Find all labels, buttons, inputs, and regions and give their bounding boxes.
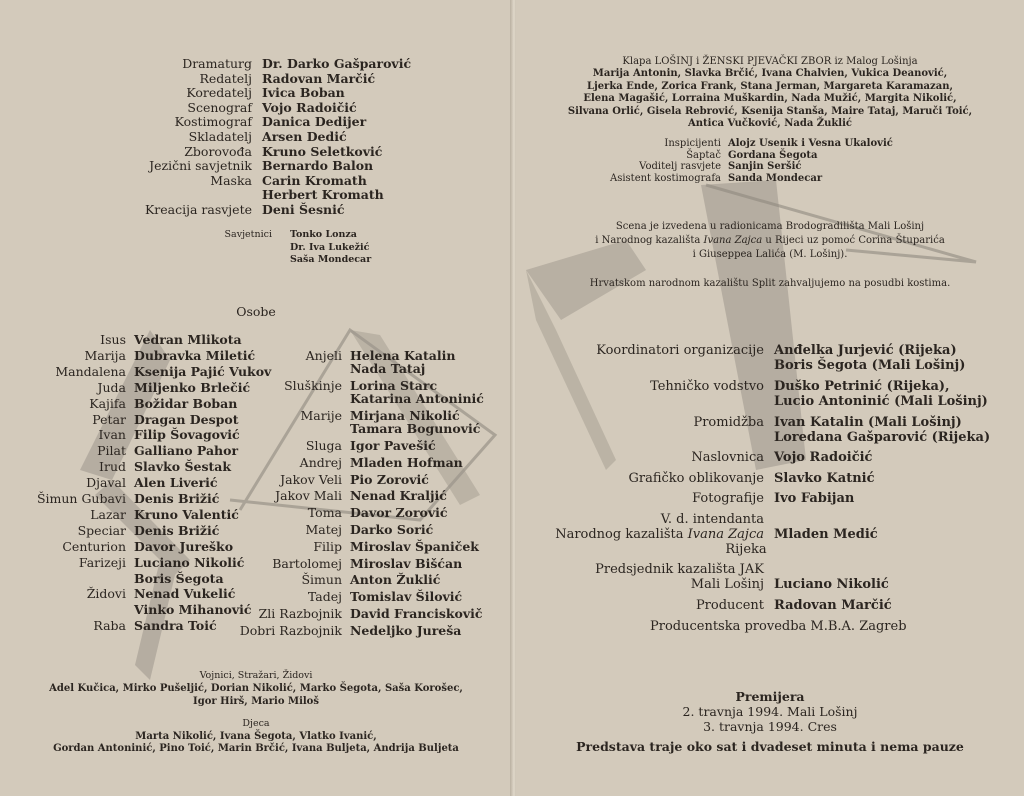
staff-name: Sanda Mondecar — [728, 172, 823, 184]
venue-text-b: u Rijeci uz pomoć Corina Štuparića — [762, 235, 945, 246]
person-name: Vojo Radoičić — [774, 450, 873, 466]
role-label: Redatelj — [199, 70, 252, 86]
person-name: Nenad Kraljić — [350, 488, 447, 504]
person-name: Deni Šesnić — [262, 202, 345, 217]
venue-line-1: Scena je izvedena u radionicama Brodogradilišta Mali Lošinj — [615, 221, 925, 232]
person-name: Alen Liverić — [134, 475, 218, 491]
role-label: Kostimograf — [174, 114, 252, 130]
person-name: Tamara Bogunović — [350, 421, 481, 437]
president-role-line-2: Mali Lošinj — [690, 577, 764, 592]
person-name: Ksenija Pajić Vukov — [134, 363, 272, 379]
person-name: Kruno Seletković — [262, 143, 383, 159]
person-name: Arsen Dedić — [262, 129, 347, 144]
intendant-name: Mladen Medić — [774, 527, 878, 542]
person-name: Filip Šovagović — [134, 427, 240, 443]
role-label: Farizeji — [78, 554, 126, 570]
role-label: Speciar — [77, 522, 126, 538]
person-name: Miroslav Španiček — [350, 538, 479, 554]
person-name: Dragan Despot — [134, 411, 239, 427]
role-label: Lazar — [90, 506, 126, 522]
person-name: Mladen Hofman — [350, 454, 463, 470]
person-name: Miroslav Bišćan — [350, 555, 463, 571]
person-name: Slavko Šestak — [134, 459, 232, 475]
role-label: Jezični savjetnik — [149, 158, 252, 174]
extras-label: Vojnici, Stražari, Židovi — [199, 670, 313, 681]
role-label: Zborovođa — [184, 143, 252, 159]
role-label: Židovi — [86, 586, 126, 602]
person-name: Anđelka Jurjević (Rijeka) — [774, 343, 957, 358]
person-name: Kruno Valentić — [134, 506, 239, 522]
role-label: Dobri Razbojnik — [239, 622, 342, 638]
children-line-1: Marta Nikolić, Ivana Šegota, Vlatko Ivanić, — [135, 731, 377, 742]
role-label: Irud — [99, 459, 126, 475]
role-label: Maska — [210, 172, 252, 188]
intendant-role-line-3: Rijeka — [725, 542, 767, 557]
person-name: Darko Sorić — [350, 522, 434, 537]
person-name: Boris Šegota (Mali Lošinj) — [774, 358, 966, 374]
role-label: Sluškinje — [284, 378, 342, 393]
role-label: Koordinatori organizacije — [596, 343, 764, 358]
person-name: Anton Žuklić — [350, 572, 441, 588]
person-name: Davor Jureško — [134, 538, 234, 554]
person-name: Duško Petrinić (Rijeka), — [774, 378, 950, 394]
role-label: Koredatelj — [186, 85, 252, 101]
person-name: Igor Pavešić — [350, 438, 436, 453]
person-name: Vojo Radoičić — [262, 99, 357, 115]
person-name: Ivica Boban — [262, 85, 345, 101]
person-name: Miljenko Brlečić — [134, 379, 251, 395]
person-name: Herbert Kromath — [262, 187, 384, 203]
intendant-text: Narodnog kazališta — [555, 527, 688, 542]
choir-line: Antica Vučković, Nada Žuklić — [688, 118, 852, 129]
role-label: Centurion — [62, 538, 126, 554]
role-label: Promidžba — [693, 414, 764, 430]
role-label: Mandalena — [55, 363, 126, 379]
premiere-date-2: 3. travnja 1994. Cres — [703, 719, 837, 734]
person-name: Galliano Pahor — [134, 443, 239, 459]
person-name: Carin Kromath — [262, 172, 367, 188]
role-label: Fotografije — [692, 491, 764, 507]
venue-text-a: i Narodnog kazališta — [595, 235, 704, 246]
person-name: Mirjana Nikolić — [350, 408, 460, 423]
staff-name: Gordana Šegota — [728, 149, 818, 161]
role-label: Filip — [313, 538, 342, 554]
advisor-name: Tonko Lonza — [290, 229, 357, 240]
role-label: Zli Razbojnik — [258, 606, 342, 621]
person-name: David Franciskovič — [350, 606, 483, 621]
person-name: Davor Zorović — [350, 505, 448, 521]
venue-line-3: i Giuseppea Lalića (M. Lošinj). — [692, 249, 848, 260]
role-label: Sluga — [305, 438, 342, 453]
producer-name: Radovan Marčić — [774, 598, 892, 613]
role-label: Andrej — [299, 454, 342, 470]
role-label: Toma — [307, 505, 342, 521]
person-name: Lucio Antoninić (Mali Lošinj) — [774, 394, 988, 410]
role-label: Bartolomej — [272, 555, 342, 571]
venue-theatre-name: Ivana Zajca — [703, 235, 763, 246]
person-name: Denis Brižić — [134, 522, 220, 538]
premiere-title: Premijera — [735, 689, 805, 704]
person-name: Loredana Gašparović (Rijeka) — [774, 430, 991, 445]
staff-role: Šaptač — [686, 149, 721, 161]
choir-line: Elena Magašić, Lorraina Muškardin, Nada Mužić, Margita Nikolić, — [583, 93, 957, 105]
person-name: Vinko Mihanović — [134, 602, 252, 618]
role-label: Kajifa — [89, 395, 126, 411]
choir-line: Silvana Orlić, Gisela Rebrović, Ksenija Stanša, Maire Tataj, Maruči Toić, — [567, 105, 973, 117]
role-label: Tehničko vodstvo — [650, 378, 764, 394]
staff-role: Asistent kostimografa — [610, 172, 721, 184]
premiere-date-1: 2. travnja 1994. Mali Lošinj — [682, 704, 858, 719]
role-label: Šimun Gubavi — [36, 491, 126, 506]
advisors-label: Savjetnici — [224, 229, 272, 240]
role-label: Anjeli — [305, 348, 342, 363]
role-label: Naslovnica — [691, 450, 764, 466]
role-label: Pilat — [97, 443, 126, 459]
producer-role: Producent — [695, 598, 764, 613]
person-name: Slavko Katnić — [774, 470, 875, 486]
role-label: Djaval — [86, 475, 126, 491]
person-name: Katarina Antoninić — [350, 391, 484, 407]
person-name: Ivo Fabijan — [774, 491, 855, 507]
extras-line-2: Igor Hirš, Mario Miloš — [193, 696, 319, 707]
staff-role: Inspicijenti — [664, 138, 721, 149]
person-name: Helena Katalin — [350, 348, 456, 363]
person-name: Bernardo Balon — [262, 158, 374, 174]
production-line: Producentska provedba M.B.A. Zagreb — [650, 619, 907, 634]
role-label: Isus — [100, 332, 126, 347]
venue-line-2 — [516, 235, 1024, 246]
extras-line-1: Adel Kučica, Mirko Pušeljić, Dorian Nikolić, Marko Šegota, Saša Korošec, — [49, 683, 463, 694]
person-name: Dr. Darko Gašparović — [262, 56, 412, 71]
staff-role: Voditelj rasvjete — [639, 161, 721, 173]
person-name: Tomislav Šilović — [350, 589, 463, 605]
person-name: Nedeljko Jureša — [350, 622, 462, 638]
intendant-theatre-name: Ivana Zajca — [687, 527, 764, 542]
staff-name: Sanjin Seršić — [728, 161, 802, 173]
person-name: Danica Dedijer — [262, 114, 367, 130]
choir-line: Klapa LOŠINJ i ŽENSKI PJEVAČKI ZBOR iz Malog Lošinja — [622, 56, 918, 67]
president-name: Luciano Nikolić — [774, 577, 889, 592]
person-name: Denis Brižić — [134, 491, 220, 506]
children-label: Djeca — [242, 718, 270, 729]
right-page — [516, 0, 1024, 796]
person-name: Nada Tataj — [350, 361, 426, 377]
cast-title: Osobe — [236, 304, 276, 319]
person-name: Boris Šegota — [134, 570, 224, 586]
person-name: Radovan Marčić — [262, 70, 376, 86]
role-label: Grafičko oblikovanje — [628, 470, 764, 486]
role-label: Marije — [300, 408, 342, 423]
role-label: Šimun — [301, 572, 342, 588]
person-name: Nenad Vukelić — [134, 586, 236, 602]
role-label: Kreacija rasvjete — [144, 202, 252, 217]
advisor-name: Saša Mondecar — [290, 254, 372, 265]
person-name: Dubravka Miletić — [134, 347, 256, 363]
president-role-line-1: Predsjednik kazališta JAK — [595, 562, 764, 577]
children-line-2: Gordan Antoninić, Pino Toić, Marin Brčić, Ivana Buljeta, Andrija Buljeta — [53, 743, 459, 754]
role-label: Skladatelj — [188, 129, 252, 144]
staff-name: Alojz Usenik i Vesna Ukalović — [728, 138, 893, 149]
role-label: Matej — [305, 522, 342, 537]
intendant-role-line-2 — [516, 527, 764, 542]
role-label: Petar — [92, 411, 126, 427]
person-name: Vedran Mlikota — [134, 332, 242, 347]
person-name: Pio Zorović — [350, 471, 429, 487]
person-name: Luciano Nikolić — [134, 554, 245, 570]
person-name: Lorina Starc — [350, 378, 438, 393]
duration-line: Predstava traje oko sat i dvadeset minuta i nema pauze — [576, 739, 964, 754]
choir-line: Marija Antonin, Slavka Brčić, Ivana Chalvien, Vukica Deanović, — [592, 68, 948, 80]
person-name: Ivan Katalin (Mali Lošinj) — [774, 414, 962, 430]
role-label: Scenograf — [187, 99, 252, 115]
role-label: Tadej — [307, 589, 342, 605]
person-name: Sandra Toić — [134, 618, 217, 634]
role-label: Ivan — [98, 427, 126, 443]
choir-line: Ljerka Ende, Zorica Frank, Stana Jerman, Margareta Karamazan, — [587, 80, 953, 92]
role-label: Raba — [93, 618, 126, 634]
role-label: Marija — [84, 347, 126, 363]
role-label: Jakov Mali — [275, 488, 342, 504]
role-label: Jakov Veli — [280, 471, 342, 487]
intendant-role-line-1: V. d. intendanta — [660, 512, 764, 527]
role-label: Dramaturg — [182, 56, 252, 71]
role-label: Juda — [97, 379, 126, 395]
person-name: Božidar Boban — [134, 395, 238, 411]
advisor-name: Dr. Iva Lukežić — [290, 241, 370, 253]
thanks-line: Hrvatskom narodnom kazalištu Split zahvaljujemo na posudbi kostima. — [589, 278, 951, 289]
